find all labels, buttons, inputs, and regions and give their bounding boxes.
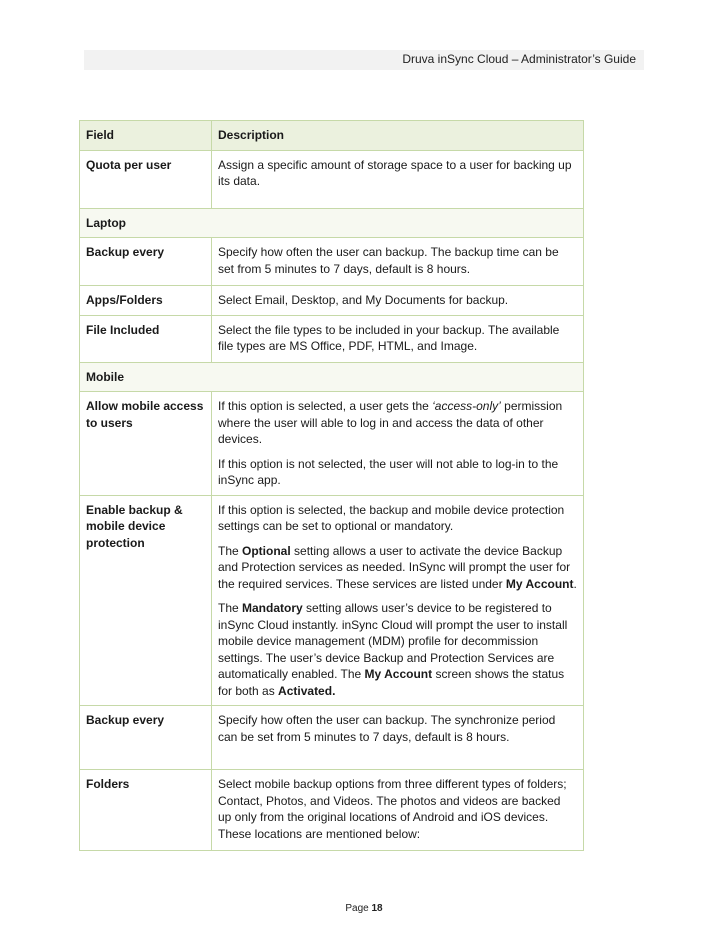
description-cell: Select the file types to be included in your backup. The available file types are MS Office, PDF, HTML, and Image. xyxy=(212,315,584,362)
section-row-laptop xyxy=(80,208,584,238)
description-cell: Select Email, Desktop, and My Documents for backup. xyxy=(212,286,584,316)
bold-optional: Optional xyxy=(242,543,291,558)
description-paragraph: If this option is selected, the backup and mobile device protection settings can be set to optional or mandatory. xyxy=(218,502,565,533)
column-header-field: Field xyxy=(80,121,212,151)
description-paragraph: The Optional setting allows a user to activate the device Backup and Protection services as needed. InSync will prompt the user for the required services. These services are listed under My Account. xyxy=(218,543,577,591)
table-row xyxy=(80,238,584,286)
column-header-description: Description xyxy=(212,121,584,151)
field-cell: Quota per user xyxy=(80,150,212,208)
emphasis-access-only: ‘access-only’ xyxy=(432,399,501,413)
page-footer xyxy=(0,903,728,914)
description-paragraph: The Mandatory setting allows user’s device to be registered to inSync Cloud instantly. inSync Cloud will prompt the user to install mobile device management (MDM) profile for decommission settings. The user’s device Backup and Protection Services are automatically enabled. The My Account screen shows the status for both as Activated. xyxy=(218,601,568,698)
table-row xyxy=(80,286,584,316)
field-cell: Folders xyxy=(80,770,212,851)
table-row xyxy=(80,495,584,706)
description-cell: Specify how often the user can backup. The synchronize period can be set from 5 minutes to 7 days, default is 8 hours. xyxy=(212,706,584,770)
bold-mandatory: Mandatory xyxy=(242,601,303,615)
bold-my-account: My Account xyxy=(505,576,574,591)
description-cell xyxy=(212,495,584,706)
document-title: Druva inSync Cloud – Administrator’s Guide xyxy=(402,52,636,66)
section-row-mobile xyxy=(80,362,584,392)
table-row xyxy=(80,315,584,362)
section-label: Laptop xyxy=(80,208,584,238)
running-header xyxy=(84,50,644,70)
description-cell: Specify how often the user can backup. The backup time can be set from 5 minutes to 7 days, default is 8 hours. xyxy=(212,238,584,286)
field-cell: Backup every xyxy=(80,706,212,770)
description-cell: Assign a specific amount of storage space to a user for backing up its data. xyxy=(212,150,584,208)
page-label: Page xyxy=(345,903,369,914)
table-row xyxy=(80,150,584,208)
table-row xyxy=(80,770,584,851)
description-paragraph: If this option is selected, a user gets the ‘access-only’ permission where the user will able to log in and access the data of other devices. xyxy=(218,399,563,446)
field-cell: Allow mobile access to users xyxy=(80,392,212,496)
bold-activated: Activated. xyxy=(278,683,336,698)
section-label: Mobile xyxy=(80,362,584,392)
description-paragraph: If this option is not selected, the user will not able to log-in to the inSync app. xyxy=(218,456,559,487)
field-cell: File Included xyxy=(80,315,212,362)
description-cell xyxy=(212,392,584,496)
table-header-row xyxy=(80,121,584,151)
field-cell: Apps/Folders xyxy=(80,286,212,316)
field-cell: Enable backup & mobile device protection xyxy=(80,495,212,706)
field-cell: Backup every xyxy=(80,238,212,286)
page-number: 18 xyxy=(371,903,383,914)
description-cell: Select mobile backup options from three different types of folders; Contact, Photos, and Videos. The photos and videos are backed up only from the original locations of Android and iOS devices. These locations are mentioned below: xyxy=(212,770,584,851)
settings-table xyxy=(79,120,584,851)
table-row xyxy=(80,392,584,496)
bold-my-account: My Account xyxy=(364,667,433,681)
table-row xyxy=(80,706,584,770)
